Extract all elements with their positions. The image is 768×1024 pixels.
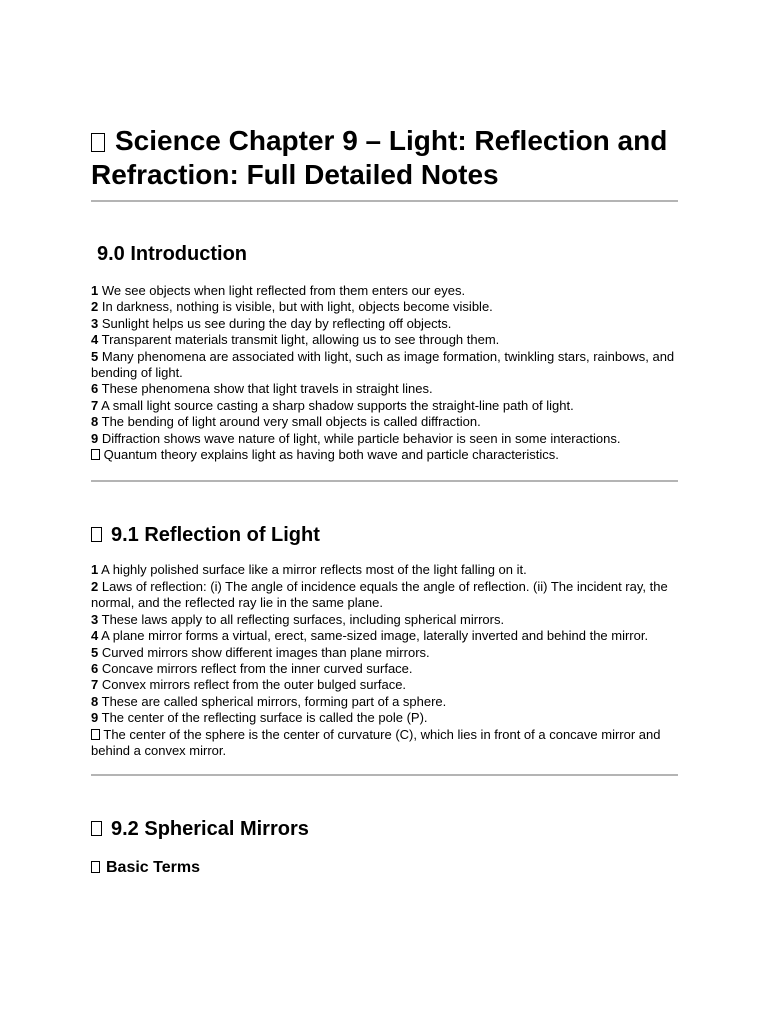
- item-text: A highly polished surface like a mirror reflects most of the light falling on it.: [101, 562, 527, 578]
- section-heading-text: 9.1 Reflection of Light: [111, 524, 320, 547]
- item-text: A plane mirror forms a virtual, erect, same-sized image, laterally inverted and behind the mirror.: [101, 628, 649, 644]
- divider: [91, 480, 678, 482]
- item-text: These laws apply to all reflecting surfaces, including spherical mirrors.: [101, 611, 505, 627]
- item-text: We see objects when light reflected from them enters our eyes.: [101, 283, 466, 298]
- list-item: [91, 612, 678, 628]
- missing-glyph-icon: [91, 133, 105, 152]
- item-number: 6: [91, 660, 99, 676]
- missing-glyph-icon: [91, 821, 102, 836]
- divider: [91, 774, 678, 776]
- list-item: [91, 316, 678, 332]
- item-number: 4: [91, 332, 99, 348]
- missing-glyph-icon: [91, 449, 100, 460]
- list-item: [91, 562, 678, 578]
- item-number: 9: [91, 710, 99, 726]
- item-text: Curved mirrors show different images than plane mirrors.: [101, 644, 430, 660]
- item-number: 9: [91, 430, 99, 446]
- item-number: 1: [91, 283, 99, 298]
- list-item: [91, 299, 678, 315]
- missing-glyph-icon: [91, 729, 100, 740]
- item-text: The bending of light around very small objects is called diffraction.: [101, 414, 481, 430]
- item-text: Diffraction shows wave nature of light, while particle behavior is seen in some interactions.: [101, 430, 621, 446]
- item-number: 1: [91, 562, 99, 578]
- item-text: Sunlight helps us see during the day by reflecting off objects.: [101, 315, 452, 331]
- item-text: Concave mirrors reflect from the inner curved surface.: [101, 660, 413, 676]
- reflection-points: [91, 562, 678, 759]
- list-item: [91, 283, 678, 299]
- list-item: [91, 431, 678, 447]
- list-item: [91, 447, 678, 463]
- item-number: 6: [91, 381, 99, 397]
- list-item: [91, 645, 678, 661]
- item-text: Convex mirrors reflect from the outer bulged surface.: [101, 677, 407, 693]
- item-text: The center of the reflecting surface is called the pole (P).: [101, 710, 428, 726]
- item-number: 8: [91, 693, 99, 709]
- list-item: [91, 677, 678, 693]
- list-item: [91, 381, 678, 397]
- item-number: 5: [91, 644, 99, 660]
- list-item: [91, 579, 678, 612]
- item-text: Transparent materials transmit light, allowing us to see through them.: [101, 332, 500, 348]
- item-text: These phenomena show that light travels in straight lines.: [101, 381, 433, 397]
- list-item: [91, 727, 678, 760]
- item-number: 8: [91, 414, 99, 430]
- introduction-points: [91, 283, 678, 463]
- list-item: [91, 414, 678, 430]
- section-heading-spherical-mirrors: [91, 817, 678, 841]
- list-item: [91, 628, 678, 644]
- list-item: [91, 398, 678, 414]
- document-title-text: Science Chapter 9 – Light: Reflection and Refraction: Full Detailed Notes: [91, 125, 668, 190]
- missing-glyph-icon: [91, 861, 100, 873]
- list-item: [91, 694, 678, 710]
- section-heading-text: 9.2 Spherical Mirrors: [111, 818, 309, 841]
- document-content: [91, 124, 678, 878]
- item-number: 7: [91, 397, 99, 413]
- section-heading-introduction: 9.0 Introduction: [97, 243, 247, 265]
- list-item: [91, 710, 678, 726]
- item-number: 2: [91, 299, 99, 315]
- section-heading-reflection: [91, 523, 678, 547]
- item-number: 7: [91, 677, 99, 693]
- item-number: 3: [91, 611, 99, 627]
- sub-heading-text: Basic Terms: [106, 859, 200, 877]
- document-title: [91, 124, 678, 192]
- divider: [91, 200, 678, 202]
- missing-glyph-icon: [91, 527, 102, 542]
- item-text: These are called spherical mirrors, forming part of a sphere.: [101, 693, 447, 709]
- list-item: [91, 332, 678, 348]
- sub-heading-basic-terms: [91, 858, 678, 878]
- item-text: In darkness, nothing is visible, but with light, objects become visible.: [101, 299, 493, 315]
- item-number: 2: [91, 578, 99, 594]
- item-number: 5: [91, 348, 99, 364]
- item-number: 4: [91, 628, 99, 644]
- item-text: The center of the sphere is the center of curvature (C), which lies in front of a concave mirror and behind a convex mirror.: [91, 726, 661, 758]
- item-text: Quantum theory explains light as having both wave and particle characteristics.: [103, 447, 559, 463]
- list-item: [91, 349, 678, 382]
- item-text: A small light source casting a sharp shadow supports the straight-line path of light.: [101, 397, 574, 413]
- item-number: 3: [91, 315, 99, 331]
- item-text: Laws of reflection: (i) The angle of incidence equals the angle of reflection. (ii) The incident ray, the normal, and the reflected ray lie in the same plane.: [91, 578, 668, 611]
- item-text: Many phenomena are associated with light, such as image formation, twinkling stars, rainbows, and bending of light.: [91, 348, 675, 381]
- list-item: [91, 661, 678, 677]
